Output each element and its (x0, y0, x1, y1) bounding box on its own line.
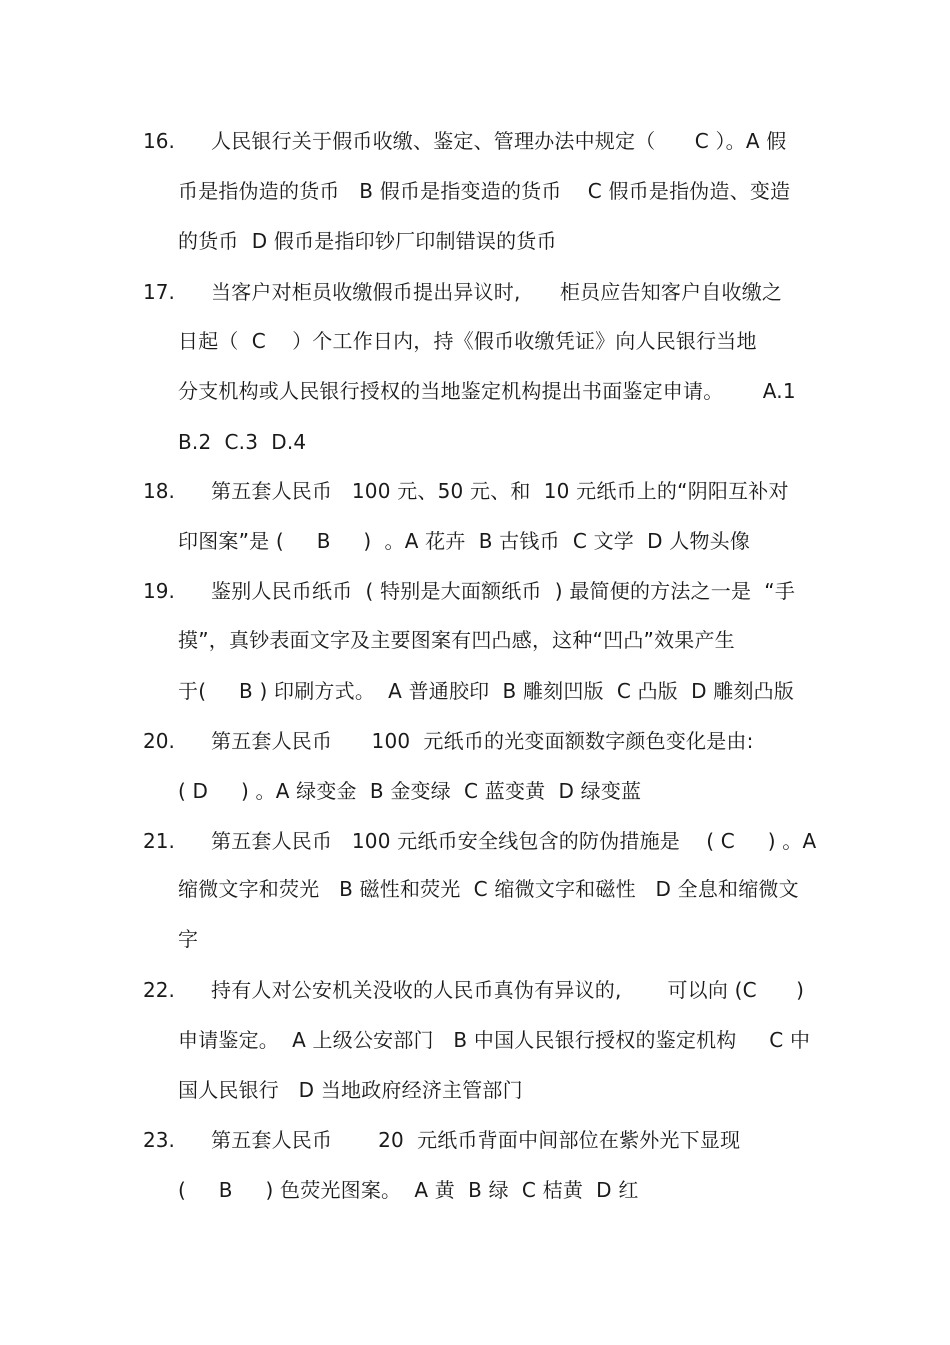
question-number: 19. (143, 579, 175, 603)
question-number: 21. (143, 829, 175, 853)
question-text: 分支机构或人民银行授权的当地鉴定机构提出书面鉴定申请。 A.1 (178, 379, 796, 403)
question-text: 持有人对公安机关没收的人民币真伪有异议的, 可以向 (C ) (211, 978, 805, 1002)
question-number: 18. (143, 479, 175, 503)
question-text: 于( B ) 印刷方式。 A 普通胶印 B 雕刻凹版 C 凸版 D 雕刻凸版 (178, 679, 795, 703)
question-number: 23. (143, 1128, 175, 1152)
question-text: 人民银行关于假币收缴、鉴定、管理办法中规定（ C ）。A 假 (211, 129, 787, 153)
question-number: 22. (143, 978, 175, 1002)
question-text: ( D ) 。A 绿变金 B 金变绿 C 蓝变黄 D 绿变蓝 (178, 779, 642, 803)
question-text: 印图案”是 ( B ) 。A 花卉 B 古钱币 C 文学 D 人物头像 (178, 529, 751, 553)
question-number: 16. (143, 129, 175, 153)
question-text: 第五套人民币 20 元纸币背面中间部位在紫外光下显现 (211, 1128, 741, 1152)
question-number: 20. (143, 729, 175, 753)
question-text: B.2 C.3 D.4 (178, 430, 307, 454)
question-text: 缩微文字和荧光 B 磁性和荧光 C 缩微文字和磁性 D 全息和缩微文 (178, 877, 799, 901)
question-text: 摸”，真钞表面文字及主要图案有凹凸感，这种“凹凸”效果产生 (178, 628, 735, 652)
question-text: 的货币 D 假币是指印钞厂印制错误的货币 (178, 229, 557, 253)
question-text: 字 (178, 927, 199, 951)
question-text: 国人民银行 D 当地政府经济主管部门 (178, 1078, 523, 1102)
question-text: 第五套人民币 100 元纸币的光变面额数字颜色变化是由: (211, 729, 754, 753)
question-text: 申请鉴定。 A 上级公安部门 B 中国人民银行授权的鉴定机构 C 中 (178, 1028, 811, 1052)
question-text: ( B ) 色荧光图案。 A 黄 B 绿 C 桔黄 D 红 (178, 1178, 639, 1202)
question-number: 17. (143, 280, 175, 304)
question-text: 第五套人民币 100 元、50 元、和 10 元纸币上的“阴阳互补对 (211, 479, 789, 503)
question-text: 当客户对柜员收缴假币提出异议时, 柜员应告知客户自收缴之 (211, 280, 783, 304)
question-text: 鉴别人民币纸币 ( 特别是大面额纸币 ) 最简便的方法之一是 “手 (211, 579, 796, 603)
question-text: 币是指伪造的货币 B 假币是指变造的货币 C 假币是指伪造、变造 (178, 179, 791, 203)
question-text: 第五套人民币 100 元纸币安全线包含的防伪措施是 ( C ) 。A (211, 829, 817, 853)
question-text: 日起（ C ）个工作日内，持《假币收缴凭证》向人民银行当地 (178, 329, 757, 353)
